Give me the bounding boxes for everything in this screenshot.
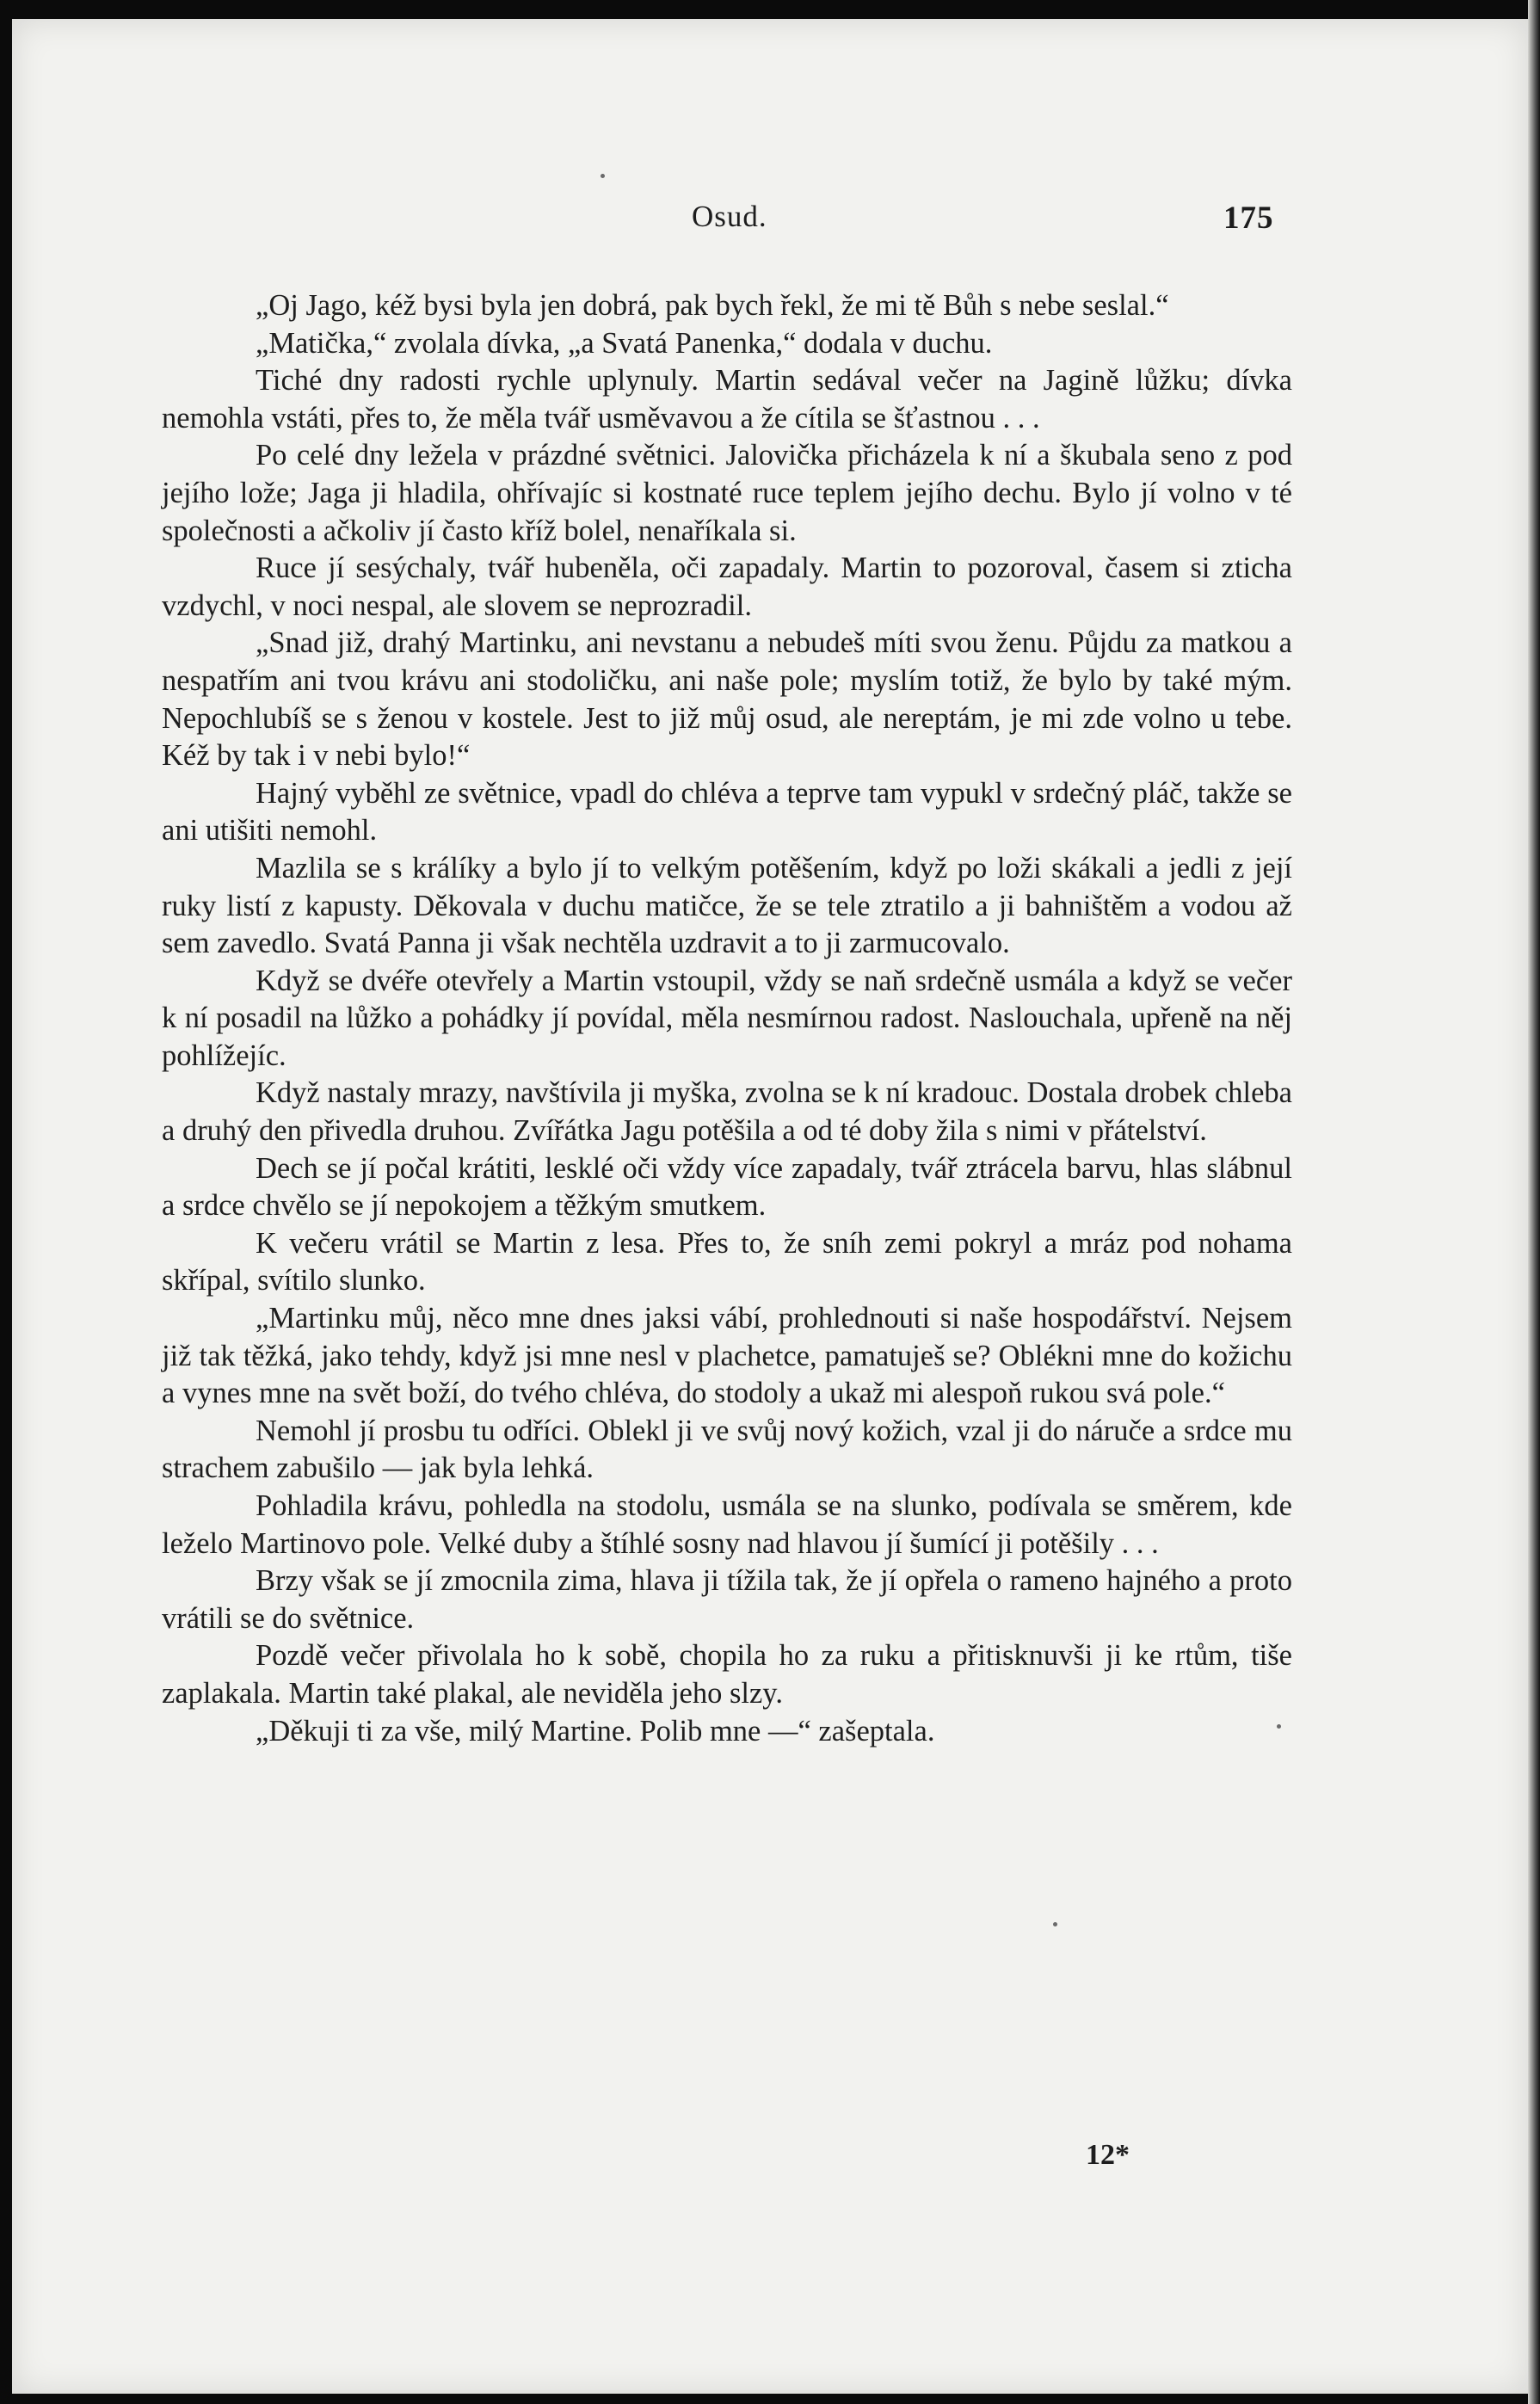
paragraph: „Oj Jago, kéž bysi byla jen dobrá, pak bych řekl, že mi tě Bůh s nebe seslal.“ [256, 289, 1169, 322]
paragraph: Tiché dny radosti rychle uplynuly. Martin sedával večer na Jagině lůžku; dívka nemohla vstáti, přes to, že měla tvář usměvavou a že cítila se šťastnou . . . [162, 364, 1292, 435]
paragraph: Po celé dny ležela v prázdné světnici. Jalovička přicházela k ní a škubala seno z pod jejího lože; Jaga ji hladila, ohřívajíc si kostnaté ruce teplem jejího dechu. Bylo jí volno v té společnosti a ačkoliv jí často kříž bolel, nenaříkala si. [162, 439, 1292, 547]
body-text [162, 287, 1292, 1750]
running-title: Osud. [692, 200, 767, 233]
ink-speck [601, 174, 605, 178]
paragraph: „Snad již, drahý Martinku, ani nevstanu a nebudeš míti svou ženu. Půjdu za matkou a nespatřím ani tvou krávu ani stodoličku, ani naše pole; myslím totiž, že bylo by také mým. Nepochlubíš se s ženou v kostele. Jest to již můj osud, ale nereptám, je mi zde volno u tebe. Kéž by tak i v nebi bylo!“ [162, 626, 1292, 773]
page-header [12, 200, 1528, 243]
ink-speck [1053, 1922, 1057, 1926]
paragraph: Pozdě večer přivolala ho k sobě, chopila ho za ruku a přitisknuvši ji ke rtům, tiše zaplakala. Martin také plakal, ale neviděla jeho slzy. [162, 1639, 1292, 1710]
paragraph: „Děkuji ti za vše, milý Martine. Polib mne —“ zašeptala. [256, 1714, 935, 1748]
paragraph: Když nastaly mrazy, navštívila ji myška, zvolna se k ní kradouc. Dostala drobek chleba a druhý den přivedla druhou. Zvířátka Jagu potěšila a od té doby žila s nimi v přátelství. [162, 1076, 1292, 1148]
paragraph: Brzy však se jí zmocnila zima, hlava ji tížila tak, že jí opřela o rameno hajného a proto vrátili se do světnice. [162, 1564, 1292, 1635]
paragraph: Mazlila se s králíky a bylo jí to velkým potěšením, když po loži skákali a jedli z její ruky listí z kapusty. Děkovala v duchu matičce, že se tele ztratilo a ji bahništěm a vodou až sem zavedlo. Svatá Panna ji však nechtěla uzdravit a to ji zarmucovalo. [162, 851, 1292, 960]
book-page [12, 19, 1528, 2394]
paragraph: K večeru vrátil se Martin z lesa. Přes to, že sníh zemi pokryl a mráz pod nohama skřípal, svítilo slunko. [162, 1226, 1292, 1298]
paragraph: Nemohl jí prosbu tu odříci. Oblekl ji ve svůj nový kožich, vzal ji do náruče a srdce mu strachem zabušilo — jak byla lehká. [162, 1414, 1292, 1485]
paragraph: Pohladila krávu, pohledla na stodolu, usmála se na slunko, podívala se směrem, kde leželo Martinovo pole. Velké duby a štíhlé sosny nad hlavou jí šumící ji potěšily . . . [162, 1489, 1292, 1560]
paragraph: „Matička,“ zvolala dívka, „a Svatá Panenka,“ dodala v duchu. [256, 326, 993, 360]
paragraph: Když se dvéře otevřely a Martin vstoupil, vždy se naň srdečně usmála a když se večer k ní posadil na lůžko a pohádky jí povídal, měla nesmírnou radost. Naslouchala, upřeně na něj pohlížejíc. [162, 964, 1292, 1072]
paragraph: Dech se jí počal krátiti, lesklé oči vždy více zapadaly, tvář ztrácela barvu, hlas slábnul a srdce chvělo se jí nepokojem a těžkým smutkem. [162, 1151, 1292, 1223]
signature-mark: 12* [1086, 2139, 1130, 2171]
paragraph: Ruce jí sesýchaly, tvář hubeněla, oči zapadaly. Martin to pozoroval, časem si zticha vzdychl, v noci nespal, ale slovem se neprozradil. [162, 552, 1292, 622]
paragraph: „Martinku můj, něco mne dnes jaksi vábí, prohlednouti si naše hospodářství. Nejsem již tak těžká, jako tehdy, když jsi mne nesl v plachetce, pamatuješ se? Oblékni mne do kožichu a vynes mne na svět boží, do tvého chléva, do stodoly a ukaž mi alespoň rukou svá pole.“ [162, 1302, 1292, 1410]
scan-edge [1528, 0, 1540, 2404]
paragraph: Hajný vyběhl ze světnice, vpadl do chléva a teprve tam vypukl v srdečný pláč, takže se ani utišiti nemohl. [162, 776, 1292, 848]
ink-speck [1277, 1724, 1281, 1729]
page-number: 175 [1223, 200, 1274, 236]
